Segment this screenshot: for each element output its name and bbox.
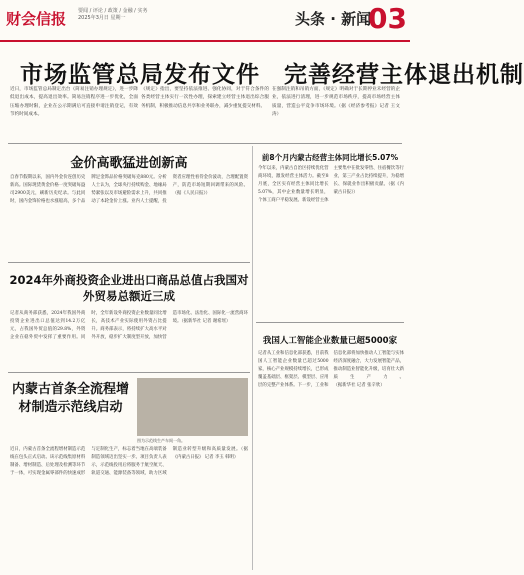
factory-photo — [137, 378, 248, 436]
divider-lower-left — [8, 372, 250, 373]
lead-column-3: 在强制注销和吊销方面，《规定》明确对于长期停业未经营的企业，依法进行清理，进一步规范市场秩序，提高市场经营主体质量，营造公平竞争市场环境。（据《经济参考报》记者 王文涛） — [272, 87, 400, 117]
masthead-rule — [0, 40, 410, 42]
article-body-inner-mongolia — [10, 446, 248, 570]
lead-column-1: 近日，市场监管总局制定出台《简易注销办理规定》，进一步降低退出成本，提高退出效率。简易注销程序进一步优化，全面压缩办理时限，企业在公示期满后可直接申请注销登记，有效节约时间成本。 — [10, 87, 138, 117]
newspaper-logo: 财会信报 — [6, 10, 67, 28]
article-title-trade: 2024年外商投资企业进出口商品总值占我国对外贸易总额近三成 — [9, 273, 249, 303]
masthead-meta — [78, 8, 147, 22]
trade-credit: （据新华社 记者 谢希瑶） — [181, 319, 231, 325]
lead-headline: 市场监管总局发布文件 完善经营主体退出机制 — [20, 62, 524, 88]
article-body-trade — [10, 310, 248, 366]
finance-body-text: 自春节假期以来，国内外金价连创历史新高。国际现货黄金价格一度突破每盎司2900美元，刷新历史纪录。与此同时，国内金饰价格也水涨船高，多个品牌足金饰品价格突破每克880元。分析人士认为，全球央行持续购金、地缘局势紧张以及市场避险需求上升，共同推动了本轮金价上涨。业内人士提醒，投资者应理性看待金价波动，合理配置资产，防范市场短期回调带来的风险。 — [10, 175, 248, 205]
page-number: 03 — [368, 2, 407, 35]
divider-mid-left — [8, 262, 250, 263]
article-title-etf: 前8个月内蒙古经营主体同比增长5.07% — [261, 153, 399, 162]
article-body-etf — [258, 165, 404, 317]
section-title: 头条 · 新闻 — [295, 10, 372, 28]
trade-body-text: 记者从商务部获悉，2024年我国外商投资企业进出口总值达到14.2万亿元，占我国外贸总值的29.8%，外资企业在稳外贸中发挥了重要作用。同时，全年新设外商投资企业数量同比增长，高技术产业实际使用外资占比提升。商务部表示，将持续扩大高水平对外开放，稳步扩大制度型开放，加快营造市场化、法治化、国际化一流营商环境。 — [10, 311, 248, 341]
date-line: 2025年3月日 星期一 — [78, 15, 126, 21]
etf-credit: （据《内蒙古日报》） — [333, 182, 404, 196]
article-title-finance: 金价高歌猛进创新高 — [70, 156, 188, 171]
ai-credit: （据新华社 记者 张辛欣） — [333, 383, 385, 389]
ai-body-text: 记者从工业和信息化部获悉，目前我国人工智能企业数量已超过5000家，核心产业规模持续增长，已形成覆盖基础层、框架层、模型层、应用层的完整产业体系。下一步，工业和信息化部将加快推动人工智能与实体经济深度融合，大力发展智能产品，推动制造业智能化升级，培育壮大新质生产力。 — [258, 351, 404, 389]
etf-body-text: 今年以来，内蒙古自治区持续优化营商环境，激发经营主体活力。截至8月底，全区实有经营主体同比增长5.07%，其中企业数量增长明显，个体工商户平稳发展。新设经营主体主要集中在批发零售、住宿餐饮等行业，第三产业占比持续提升，为稳增长、保就业作出积极贡献。 — [258, 166, 404, 204]
divider-top — [8, 143, 402, 144]
inner-mongolia-credit: （据《内蒙古日报》 记者 李玉 韩明） — [172, 447, 248, 461]
article-title-ai: 我国人工智能企业数量已超5000家 — [262, 336, 398, 346]
inner-mongolia-body-text: 近日，内蒙古首条全流程增材制造示范线在包头正式启动。该示范线集原材料制备、增材制造、后处理及检测等环节于一体，可实现金属零部件的快速成形与定制化生产，标志着当地在高端装备制造领域迈出坚实一步。项目负责人表示，示范线投用后将服务于航空航天、轨道交通、能源装备等领域，助力区域制造业转型升级和高质量发展。 — [10, 447, 241, 477]
article-body-ai — [258, 350, 404, 570]
article-title-inner-mongolia: 内蒙古首条全流程增材制造示范线启动 — [11, 382, 129, 415]
lead-column-2: 《规定》指出，要坚持依法推进、强化协同，对于符合条件的各类经营主体实行一次性办理，探索建立经营主体退出综合服务机制，积极推动信息共享和业务联办，减少重复提交材料。 — [141, 87, 269, 109]
divider-mid-right — [256, 322, 404, 323]
photo-caption: 图为示范线生产车间一角。 — [137, 438, 185, 443]
edition-line: 要闻 / 评论 / 政策 / 金融 / 实务 — [78, 8, 148, 14]
finance-credit: （据《人民日报》） — [172, 191, 210, 197]
article-body-finance — [10, 174, 248, 258]
column-divider — [252, 146, 253, 570]
